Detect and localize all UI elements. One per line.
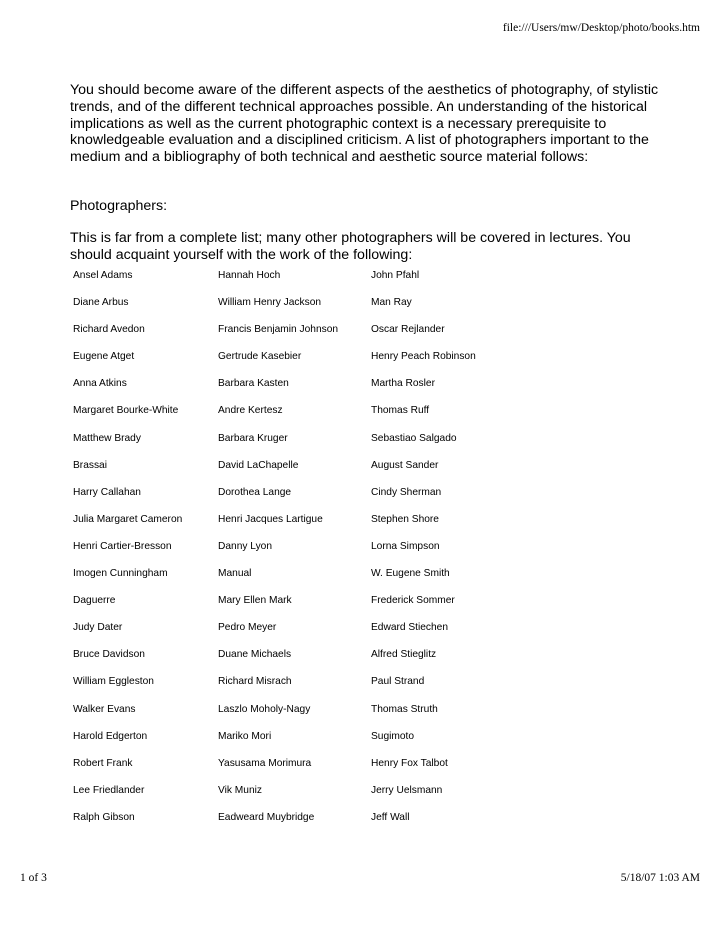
photographer-name: Danny Lyon: [218, 540, 272, 552]
photographer-name: Sebastiao Salgado: [371, 432, 457, 444]
table-row: [73, 649, 521, 676]
photographer-name: Thomas Ruff: [371, 405, 430, 417]
photographer-name: Sugimoto: [371, 730, 415, 742]
table-row: [73, 514, 521, 541]
photographer-name: Daguerre: [73, 595, 116, 607]
photographer-name: Thomas Struth: [371, 703, 438, 715]
photographer-name: Duane Michaels: [218, 649, 292, 661]
photographer-name: Henry Fox Talbot: [371, 757, 448, 769]
photographer-name: Cindy Sherman: [371, 486, 442, 498]
table-row: [73, 568, 521, 595]
table-row: [73, 704, 521, 731]
photographer-name: Brassai: [73, 459, 107, 471]
photographer-name: Walker Evans: [73, 703, 136, 715]
photographer-name: Barbara Kruger: [218, 432, 288, 444]
photographer-name: Henry Peach Robinson: [371, 351, 476, 363]
photographer-name: Richard Misrach: [218, 676, 292, 688]
table-row: [73, 405, 521, 432]
photographer-name: Bruce Davidson: [73, 649, 145, 661]
photographer-name: Vik Muniz: [218, 784, 262, 796]
photographer-name: Eugene Atget: [73, 351, 135, 363]
photographer-name: Edward Stiechen: [371, 622, 449, 634]
photographer-name: Harry Callahan: [73, 486, 141, 498]
photographer-name: Alfred Stieglitz: [371, 649, 437, 661]
photographer-name: Mary Ellen Mark: [218, 595, 292, 607]
photographer-name: Matthew Brady: [73, 432, 141, 444]
photographer-name: John Pfahl: [371, 270, 420, 281]
photographer-name: Pedro Meyer: [218, 622, 277, 634]
photographer-name: Henri Cartier-Bresson: [73, 540, 172, 552]
table-row: [73, 758, 521, 785]
photographer-name: W. Eugene Smith: [371, 568, 450, 580]
document-body: [70, 82, 670, 263]
photographer-name: Ansel Adams: [73, 270, 133, 281]
photographer-name: Richard Avedon: [73, 324, 145, 336]
table-row: [73, 622, 521, 649]
photographer-name: David LaChapelle: [218, 459, 299, 471]
list-intro-paragraph: This is far from a complete list; many other photographers will be covered in lectures. You should acquaint yourself with the work of the following:: [70, 229, 631, 263]
table-row: [73, 595, 521, 622]
table-row: [73, 324, 521, 351]
table-row: [73, 676, 521, 703]
page-url: file:///Users/mw/Desktop/photo/books.htm: [502, 22, 700, 34]
photographer-name: Frederick Sommer: [371, 595, 455, 607]
photographer-name: Manual: [218, 568, 252, 580]
photographer-name: William Henry Jackson: [218, 297, 322, 309]
photographer-name: Julia Margaret Cameron: [73, 513, 183, 525]
photographer-name: Oscar Rejlander: [371, 324, 445, 336]
photographer-name: Jeff Wall: [371, 811, 410, 823]
table-row: [73, 812, 521, 839]
photographer-name: Imogen Cunningham: [73, 568, 168, 580]
table-row: [73, 297, 521, 324]
photographer-name: William Eggleston: [73, 676, 154, 688]
table-row: [73, 541, 521, 568]
photographer-name: Judy Dater: [73, 622, 123, 634]
photographer-name: Martha Rosler: [371, 378, 435, 390]
table-row: [73, 270, 521, 297]
photographer-name: Eadweard Muybridge: [218, 811, 315, 823]
photographer-name: Laszlo Moholy-Nagy: [218, 703, 311, 715]
photographer-name: Lorna Simpson: [371, 540, 440, 552]
photographer-name: Paul Strand: [371, 676, 425, 688]
print-timestamp: 5/18/07 1:03 AM: [620, 872, 700, 884]
photographer-name: Ralph Gibson: [73, 811, 135, 823]
photographer-name: Jerry Uelsmann: [371, 784, 443, 796]
photographer-name: Anna Atkins: [73, 378, 127, 390]
photographer-name: Margaret Bourke-White: [73, 405, 179, 417]
table-row: [73, 433, 521, 460]
page-number: 1 of 3: [20, 872, 47, 884]
photographer-name: August Sander: [371, 459, 439, 471]
table-row: [73, 460, 521, 487]
table-row: [73, 731, 521, 758]
table-row: [73, 351, 521, 378]
photographer-name: Lee Friedlander: [73, 784, 145, 796]
table-row: [73, 785, 521, 812]
photographer-name: Barbara Kasten: [218, 378, 289, 390]
photographer-name: Diane Arbus: [73, 297, 129, 309]
photographer-name: Man Ray: [371, 297, 412, 309]
photographer-name: Francis Benjamin Johnson: [218, 324, 339, 336]
photographer-name: Stephen Shore: [371, 513, 439, 525]
section-heading: Photographers:: [70, 197, 168, 214]
photographer-name: Mariko Mori: [218, 730, 272, 742]
photographer-name: Hannah Hoch: [218, 270, 281, 281]
photographer-name: Dorothea Lange: [218, 486, 292, 498]
photographer-name: Yasusama Morimura: [218, 757, 312, 769]
photographer-name: Andre Kertesz: [218, 405, 283, 417]
intro-paragraph: You should become aware of the different aspects of the aesthetics of photography, of stylistic trends, and of the different technical approaches possible. An understanding of the historical implications as well as the current photographic context is a necessary prerequisite to knowledgeable evaluation and a disciplined criticism. A list of photographers important to the medium and a bibliography of both technical and aesthetic source material follows:: [70, 82, 659, 166]
photographer-name: Robert Frank: [73, 757, 133, 769]
photographer-name: Henri Jacques Lartigue: [218, 513, 323, 525]
photographer-name: Harold Edgerton: [73, 730, 148, 742]
table-row: [73, 378, 521, 405]
photographer-name: Gertrude Kasebier: [218, 351, 302, 363]
photographers-table: [73, 270, 521, 839]
table-row: [73, 487, 521, 514]
